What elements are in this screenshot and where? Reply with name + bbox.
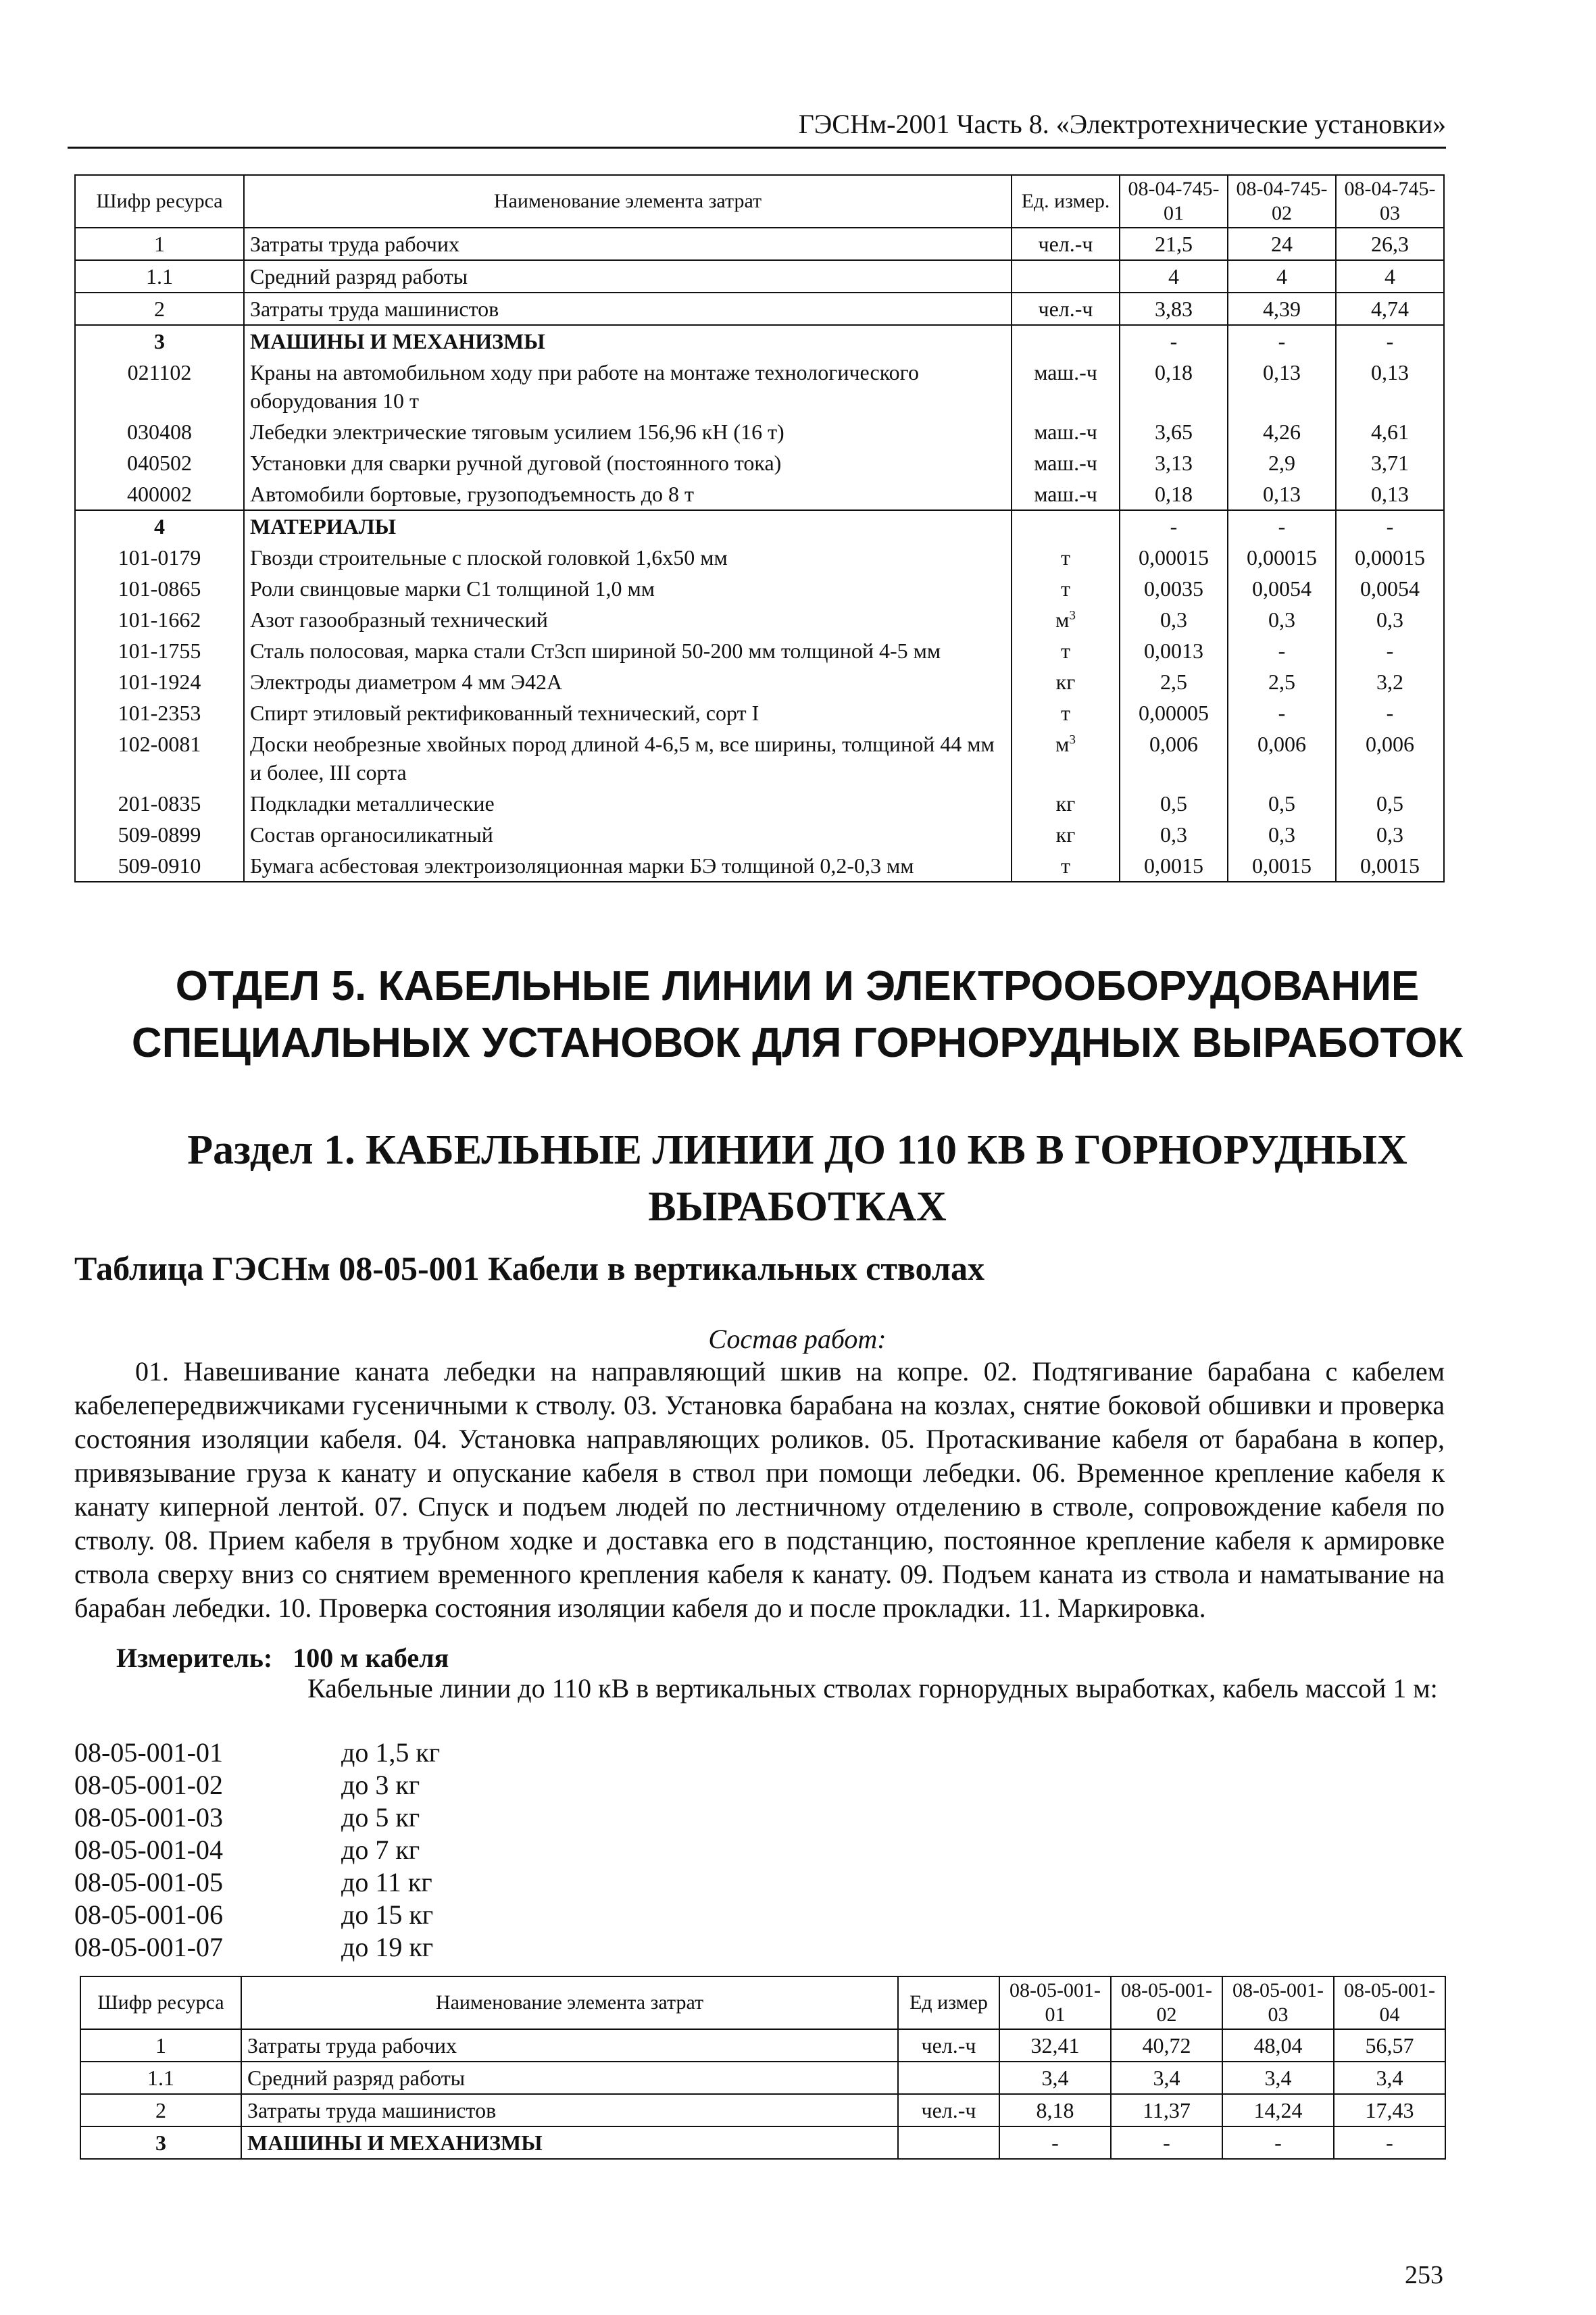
norm-value: 0,3 [1336,604,1444,635]
composition-of-works: 01. Навешивание каната лебедки на направляющий шкив на копре. 02. Подтягивание барабана с кабелем кабелепередвижчиками гусеничными к стволу. 03. Установка барабана на козлах, снятие боковой обшивки и проверка состояния изоляции кабеля. 04. Установка направляющих роликов. 05. Протаскивание кабеля от барабана в копер, привязывание груза к канату и опускание кабеля в ствол при помощи лебедки. 06. Временное крепление кабеля к канату киперной лентой. 07. Спуск и подъем людей по лестничному отделению в стволе, сопровождение кабеля по стволу. 08. Прием кабеля в трубном ходке и доставка его в подстанцию, постоянное крепление кабеля к армировке ствола сверху вниз со снятием временного крепления кабеля к канату. 09. Подъем каната из ствола и наматывание на барабан лебедки. 10. Проверка состояния изоляции кабеля до и после прокладки. 11. Маркировка. [74,1356,1445,1623]
table-row [75,819,1444,850]
list-item [74,1834,440,1866]
unit: т [1012,697,1120,728]
resource-code: 400002 [75,478,244,510]
norm-value: 3,71 [1336,447,1444,478]
norm-value: 4,61 [1336,416,1444,447]
norm-value: 0,18 [1120,357,1228,416]
table-row [80,2094,1445,2126]
norm-value: 24 [1228,228,1336,260]
norm-value: 17,43 [1334,2094,1445,2126]
variant-code: 08-05-001-07 [74,1932,223,1962]
norm-value: - [1228,697,1336,728]
norm-value: - [1120,510,1228,542]
cost-element-name: Подкладки металлические [244,788,1012,819]
norm-value: 4 [1120,260,1228,293]
resource-code: 1 [80,2029,241,2062]
table-row [75,510,1444,542]
composition-heading: Состав работ: [708,1324,887,1354]
variant-desc: до 3 кг [341,1770,420,1800]
norm-value: 0,13 [1228,357,1336,416]
unit [898,2126,999,2159]
norm-value: 0,00015 [1336,542,1444,573]
norm-value: 0,00015 [1120,542,1228,573]
norm-value: 0,13 [1336,478,1444,510]
resource-code: 1.1 [75,260,244,293]
norm-value: 0,3 [1120,819,1228,850]
norm-value: 0,006 [1228,728,1336,788]
table-row [75,573,1444,604]
cost-element-name: Затраты труда машинистов [244,293,1012,325]
header-norm-code: 08-04-745-02 [1228,175,1336,228]
table-row [80,2029,1445,2062]
unit: т [1012,542,1120,573]
list-item [74,1931,440,1964]
norm-value: 3,4 [1111,2062,1222,2094]
norm-value: 3,4 [1334,2062,1445,2094]
cost-element-name: Доски необрезные хвойных пород длиной 4-6,5 м, все ширины, толщиной 44 мм и более, III сорта [244,728,1012,788]
unit: чел.-ч [898,2029,999,2062]
variant-desc: до 15 кг [341,1899,434,1930]
norm-value: - [999,2126,1111,2159]
norm-value: 0,00005 [1120,697,1228,728]
resource-code: 101-1662 [75,604,244,635]
norm-value: 0,18 [1120,478,1228,510]
norm-value: - [1111,2126,1222,2159]
header-norm-code: 08-05-001-02 [1111,1976,1222,2029]
norm-value: - [1336,635,1444,666]
resource-code: 101-0865 [75,573,244,604]
cost-element-name: МАТЕРИАЛЫ [244,510,1012,542]
variant-description: Кабельные линии до 110 кВ в вертикальных стволах горнорудных выработках, кабель массой 1 м: [307,1673,1438,1703]
unit [898,2062,999,2094]
unit: чел.-ч [1012,293,1120,325]
norm-value: 0,006 [1336,728,1444,788]
variant-desc: до 11 кг [341,1867,432,1897]
cost-element-name: Установки для сварки ручной дуговой (постоянного тока) [244,447,1012,478]
norm-value: 3,13 [1120,447,1228,478]
cost-element-name: Спирт этиловый ректификованный технический, сорт I [244,697,1012,728]
norm-value: 0,13 [1228,478,1336,510]
norm-value: 2,9 [1228,447,1336,478]
norm-value: 14,24 [1222,2094,1334,2126]
norm-value: - [1222,2126,1334,2159]
resource-code: 201-0835 [75,788,244,819]
unit: кг [1012,666,1120,697]
header-norm-code: 08-05-001-01 [999,1976,1111,2029]
resource-code: 1 [75,228,244,260]
department-title: ОТДЕЛ 5. КАБЕЛЬНЫЕ ЛИНИИ И ЭЛЕКТРООБОРУДОВАНИЕ СПЕЦИАЛЬНЫХ УСТАНОВОК ДЛЯ ГОРНОРУДНЫХ ВЫРАБОТОК [131,963,1464,1066]
unit-cubic-meter: $м^3$ [1012,604,1120,635]
unit: т [1012,635,1120,666]
cost-element-name: МАШИНЫ И МЕХАНИЗМЫ [244,325,1012,357]
resource-code: 4 [75,510,244,542]
unit: маш.-ч [1012,447,1120,478]
norm-value: 4 [1336,260,1444,293]
running-header: ГЭСНм-2001 Часть 8. «Электротехнические установки» [68,108,1446,149]
unit: маш.-ч [1012,478,1120,510]
norm-value: - [1334,2126,1445,2159]
norm-value: 3,2 [1336,666,1444,697]
norm-value: 4 [1228,260,1336,293]
table-row [75,604,1444,635]
variant-list [74,1737,440,1964]
table-row [75,293,1444,325]
cost-element-name: Затраты труда рабочих [241,2029,898,2062]
header-norm-code: 08-04-745-01 [1120,175,1228,228]
norm-value: 0,3 [1336,819,1444,850]
variant-desc: до 5 кг [341,1802,420,1833]
cost-element-name: Затраты труда рабочих [244,228,1012,260]
header-norm-code: 08-05-001-03 [1222,1976,1334,2029]
norm-value: - [1336,325,1444,357]
table-row [75,666,1444,697]
resource-code: 101-2353 [75,697,244,728]
norm-value: 2,5 [1228,666,1336,697]
variant-desc: до 7 кг [341,1835,420,1865]
table-row [75,850,1444,882]
norm-value: 11,37 [1111,2094,1222,2126]
norm-value: 4,74 [1336,293,1444,325]
cost-element-name: Роли свинцовые марки С1 толщиной 1,0 мм [244,573,1012,604]
header-resource-code: Шифр ресурса [75,175,244,228]
meter-value: 100 м кабеля [293,1643,449,1673]
unit: маш.-ч [1012,416,1120,447]
norm-value: 0,3 [1228,604,1336,635]
resource-code: 2 [80,2094,241,2126]
header-norm-code: 08-05-001-04 [1334,1976,1445,2029]
variant-desc: до 19 кг [341,1932,434,1962]
norm-value: 0,5 [1228,788,1336,819]
norm-value: 0,3 [1228,819,1336,850]
table-row [75,228,1444,260]
variant-code: 08-05-001-05 [74,1867,223,1897]
cost-element-name: Затраты труда машинистов [241,2094,898,2126]
list-item [74,1899,440,1931]
norm-value: 0,5 [1120,788,1228,819]
norm-value: 2,5 [1120,666,1228,697]
resource-code: 021102 [75,357,244,416]
header-resource-code: Шифр ресурса [80,1976,241,2029]
header-cost-element: Наименование элемента затрат [241,1976,898,2029]
unit [1012,260,1120,293]
resource-code: 1.1 [80,2062,241,2094]
norm-value: 3,65 [1120,416,1228,447]
table-row [80,2062,1445,2094]
resource-code: 030408 [75,416,244,447]
norm-value: - [1120,325,1228,357]
resource-code: 3 [80,2126,241,2159]
cost-element-name: Сталь полосовая, марка стали Ст3сп шириной 50-200 мм толщиной 4-5 мм [244,635,1012,666]
cost-element-name: Состав органосиликатный [244,819,1012,850]
norm-value: - [1228,635,1336,666]
resource-code: 3 [75,325,244,357]
header-cost-element: Наименование элемента затрат [244,175,1012,228]
resource-code: 101-1924 [75,666,244,697]
page-number: 253 [1405,2261,1443,2289]
norm-value: 0,0035 [1120,573,1228,604]
list-item [74,1801,440,1834]
resource-table-745 [74,174,1445,882]
cost-element-name: Электроды диаметром 4 мм Э42А [244,666,1012,697]
norm-value: 0,0054 [1228,573,1336,604]
norm-value: 3,4 [999,2062,1111,2094]
norm-value: 0,3 [1120,604,1228,635]
variant-code: 08-05-001-02 [74,1770,223,1800]
norm-value: 0,0015 [1336,850,1444,882]
table-row [75,788,1444,819]
resource-code: 509-0910 [75,850,244,882]
norm-value: 0,0015 [1120,850,1228,882]
table-title: Таблица ГЭСНм 08-05-001 Кабели в вертикальных стволах [74,1249,984,1287]
resource-code: 102-0081 [75,728,244,788]
list-item [74,1866,440,1899]
cost-element-name: Бумага асбестовая электроизоляционная марки БЭ толщиной 0,2-0,3 мм [244,850,1012,882]
cost-element-name: Автомобили бортовые, грузоподъемность до 8 т [244,478,1012,510]
unit: т [1012,850,1120,882]
norm-value: - [1336,697,1444,728]
cost-element-name: Гвозди строительные с плоской головкой 1,6х50 мм [244,542,1012,573]
cost-element-name: Азот газообразный технический [244,604,1012,635]
table-row [75,635,1444,666]
variant-desc: до 1,5 кг [341,1737,441,1768]
norm-value: 48,04 [1222,2029,1334,2062]
norm-value: 0,13 [1336,357,1444,416]
header-unit: Ед измер [898,1976,999,2029]
table-row [75,325,1444,357]
norm-value: 56,57 [1334,2029,1445,2062]
meter [116,1642,449,1674]
norm-value: 0,006 [1120,728,1228,788]
norm-value: 21,5 [1120,228,1228,260]
norm-value: 3,4 [1222,2062,1334,2094]
table-row [75,478,1444,510]
table-row [80,2126,1445,2159]
list-item [74,1769,440,1801]
cost-element-name: Лебедки электрические тяговым усилием 156,96 кН (16 т) [244,416,1012,447]
norm-value: - [1228,510,1336,542]
resource-code: 101-1755 [75,635,244,666]
resource-code: 509-0899 [75,819,244,850]
norm-value: 3,83 [1120,293,1228,325]
header-norm-code: 08-04-745-03 [1336,175,1444,228]
unit: т [1012,573,1120,604]
norm-value: 0,0013 [1120,635,1228,666]
resource-code: 040502 [75,447,244,478]
resource-table-08-05-001 [80,1976,1446,2160]
table-row [75,542,1444,573]
table-row [75,260,1444,293]
cost-element-name: МАШИНЫ И МЕХАНИЗМЫ [241,2126,898,2159]
variant-code: 08-05-001-03 [74,1802,223,1833]
section-title: Раздел 1. КАБЕЛЬНЫЕ ЛИНИИ ДО 110 КВ В ГОРНОРУДНЫХ ВЫРАБОТКАХ [187,1127,1407,1230]
unit: чел.-ч [898,2094,999,2126]
table-header-row [80,1976,1445,2029]
list-item [74,1737,440,1769]
table-row [75,728,1444,788]
cost-element-name: Краны на автомобильном ходу при работе на монтаже технологического оборудования 10 т [244,357,1012,416]
norm-value: 40,72 [1111,2029,1222,2062]
unit: маш.-ч [1012,357,1120,416]
variant-code: 08-05-001-04 [74,1835,223,1865]
cost-element-name: Средний разряд работы [241,2062,898,2094]
unit: чел.-ч [1012,228,1120,260]
cost-element-name: Средний разряд работы [244,260,1012,293]
norm-value: 0,00015 [1228,542,1336,573]
unit [1012,325,1120,357]
table-row [75,357,1444,416]
table-row [75,697,1444,728]
norm-value: 4,26 [1228,416,1336,447]
norm-value: 0,0015 [1228,850,1336,882]
norm-value: - [1228,325,1336,357]
norm-value: 0,0054 [1336,573,1444,604]
table-header-row [75,175,1444,228]
norm-value: - [1336,510,1444,542]
unit [1012,510,1120,542]
unit-cubic-meter: $м^3$ [1012,728,1120,788]
norm-value: 8,18 [999,2094,1111,2126]
unit: кг [1012,819,1120,850]
variant-code: 08-05-001-01 [74,1737,223,1768]
norm-value: 32,41 [999,2029,1111,2062]
table-row [75,447,1444,478]
norm-value: 4,39 [1228,293,1336,325]
table-row [75,416,1444,447]
header-unit: Ед. измер. [1012,175,1120,228]
norm-value: 0,5 [1336,788,1444,819]
resource-code: 2 [75,293,244,325]
resource-code: 101-0179 [75,542,244,573]
meter-label: Измеритель: [116,1643,273,1673]
unit: кг [1012,788,1120,819]
norm-value: 26,3 [1336,228,1444,260]
variant-code: 08-05-001-06 [74,1899,223,1930]
